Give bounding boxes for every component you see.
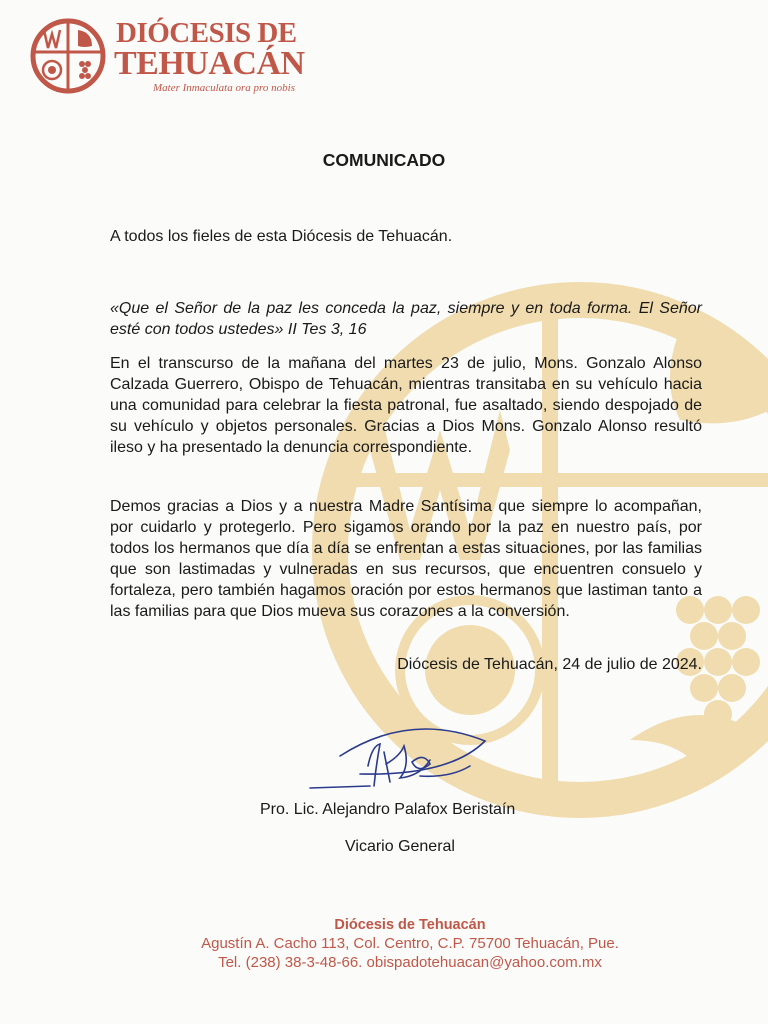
salutation: A todos los fieles de esta Diócesis de Tehuacán. [110, 228, 453, 245]
document-title: COMUNICADO [322, 150, 446, 170]
body-paragraph-1: En el transcurso de la mañana del martes 23 de julio, Mons. Gonzalo Alonso Calzada Guerrero, Obispo de Tehuacán, mientras transitaba en su vehículo hacia una comunidad para celebrar la fiesta patronal, fue asaltado, siendo despojado de su vehículo y objetos personales. Gracias a Dios Mons. Gonzalo Alonso resultó ileso y ha presentado la denuncia correspondiente. [110, 355, 702, 456]
logo-motto: Mater Inmaculata ora pro nobis [153, 82, 295, 94]
scripture-quote: «Que el Señor de la paz les conceda la paz, siempre y en toda forma. El Señor esté con todos ustedes» II Tes 3, 16 [110, 300, 702, 338]
diocese-logo [28, 16, 318, 100]
footer-contact: Tel. (238) 38-3-48-66. obispadotehuacan@yahoo.com.mx [218, 954, 602, 971]
footer-address: Agustín A. Cacho 113, Col. Centro, C.P. 75700 Tehuacán, Pue. [201, 935, 619, 952]
logo-title-line2: TEHUACÁN [114, 45, 305, 82]
signer-name: Pro. Lic. Alejandro Palafox Beristaín [260, 801, 516, 818]
place-date-line: Diócesis de Tehuacán, 24 de julio de 2024. [397, 656, 702, 673]
logo-title-line1: DIÓCESIS DE [116, 17, 297, 49]
footer-organization: Diócesis de Tehuacán [334, 917, 486, 933]
diocese-seal-icon [28, 16, 108, 96]
signer-role: Vicario General [345, 838, 455, 855]
handwritten-signature [300, 716, 500, 806]
body-paragraph-2: Demos gracias a Dios y a nuestra Madre Santísima que siempre lo acompañan, por cuidarlo y protegerlo. Pero sigamos orando por la paz en nuestro país, por todos los hermanos que día a día se enfrentan a estas situaciones, por las familias que son lastimadas y vulneradas en sus recursos, que encuentren consuelo y fortaleza, pero también hagamos oración por estos hermanos que lastiman tanto a las familias para que Dios mueva sus corazones a la conversión. [110, 498, 702, 620]
